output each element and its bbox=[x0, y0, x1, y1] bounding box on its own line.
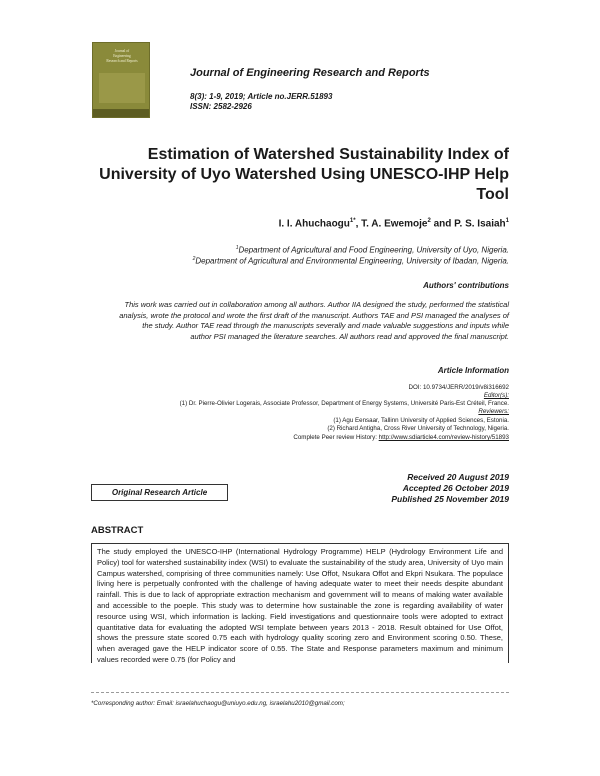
peer-review-link[interactable]: http://www.sdiarticle4.com/review-history/51893 bbox=[378, 434, 509, 441]
cover-title-line-3: Research and Reports bbox=[106, 59, 138, 63]
affiliation-marker: 2 bbox=[192, 256, 196, 262]
author-name: I. I. Ahuchaogu bbox=[278, 218, 350, 230]
peer-review-prefix: Complete Peer review History: bbox=[293, 434, 379, 441]
editor-entry: (1) Dr. Pierre-Olivier Logerais, Associate Professor, Department of Energy Systems, Université Paris-Est Créteil, France. bbox=[179, 400, 509, 407]
cover-title-line-2: Engineering bbox=[113, 54, 131, 58]
author-separator: , bbox=[355, 218, 362, 230]
journal-name: Journal of Engineering Research and Reports bbox=[190, 67, 430, 79]
journal-issue: 8(3): 1-9, 2019; Article no.JERR.51893 bbox=[190, 92, 333, 101]
reviewer-entry: (2) Richard Antigha, Cross River University of Technology, Nigeria. bbox=[327, 425, 509, 432]
cover-graphic bbox=[99, 73, 145, 103]
affiliation-2 bbox=[193, 256, 509, 266]
author-affiliation-marker: 1 bbox=[505, 218, 509, 224]
footnote-divider bbox=[91, 692, 509, 693]
abstract-box bbox=[91, 543, 509, 663]
published-date: Published 25 November 2019 bbox=[391, 494, 509, 504]
abstract-heading: ABSTRACT bbox=[91, 525, 144, 536]
accepted-date: Accepted 26 October 2019 bbox=[402, 483, 509, 493]
contributions-text: This work was carried out in collaboration among all authors. Author IIA designed the study, performed the statistical analysis, wrote the protocol and wrote the first draft of the manuscript. Authors TAE and PSI managed the analyses of the study. Author TAE read through the manuscripts severally and made valuable suggestions and inputs while author PSI managed the literature searches. All authors read and approved the final manuscript. bbox=[119, 300, 509, 341]
affiliation-marker: 1 bbox=[235, 245, 239, 251]
author-affiliation-marker: 1* bbox=[349, 218, 356, 224]
article-info-heading: Article Information bbox=[437, 366, 509, 375]
author-separator: and bbox=[430, 218, 455, 230]
affiliation-1 bbox=[236, 245, 509, 255]
author-affiliation-marker: 2 bbox=[427, 218, 431, 224]
author-name: T. A. Ewemoje bbox=[361, 218, 428, 230]
cover-title bbox=[97, 49, 147, 64]
corresponding-author-footnote: *Corresponding author: Email: israelahuchaogu@uniuyo.edu.ng, israelahu2010@gmail.com; bbox=[91, 700, 345, 707]
author-name: P. S. Isaiah bbox=[454, 218, 506, 230]
editor-label: Editor(s): bbox=[483, 392, 509, 399]
journal-cover-thumbnail bbox=[92, 42, 150, 118]
abstract-text: The study employed the UNESCO-IHP (International Hydrology Programme) HELP (Hydrology Environment Life and Policy) tool for watershed sustainability index (WSI) to evaluate the sustainability of the study area, University of Uyo main Campus watershed, comprising of three communities namely: Use Offot, Nsukara Offot and Ekpri Nsukara. The populace living here is perpetually confronted with the challenge of having adequate water to meet their needs despite abundant rainfall. This is due to lack of appropriate extraction mechanism and government will to means of making water available and accessible to the poeple. This study was to determine how sustainable the zone is regarding availability of water resource using WSI, which information is lacking. Field investigations and questionnaire tools were adopted to extract quantitative data for evaluating the adopted WSI template between years 2013 - 2018. Result obtained for Use Offot, shows the pressure state scored 0.75 each with hydrology quality scoring zero and Environment scoring 0.50. These, when averaged gave the HELP indicator score of 0.55. The State and Response parameters maximum and minimum values recorded were 0.75 (for Policy and bbox=[97, 547, 503, 663]
contributions-heading: Authors' contributions bbox=[423, 281, 509, 290]
journal-issn: ISSN: 2582-2926 bbox=[190, 102, 252, 111]
article-title: Estimation of Watershed Sustainability Index of University of Uyo Watershed Using UNESCO-IHP Help Tool bbox=[99, 146, 509, 203]
reviewers-label: Reviewers: bbox=[478, 408, 509, 415]
affiliation-text: Department of Agricultural and Environmental Engineering, University of Ibadan, Nigeria. bbox=[195, 256, 509, 266]
author-list bbox=[279, 218, 509, 229]
cover-footer-band bbox=[93, 109, 149, 117]
doi: DOI: 10.9734/JERR/2019/v8i316692 bbox=[408, 384, 509, 391]
peer-review-history bbox=[293, 434, 509, 442]
received-date: Received 20 August 2019 bbox=[407, 472, 509, 482]
reviewer-entry: (1) Agu Eensaar, Tallinn University of Applied Sciences, Estonia. bbox=[333, 417, 509, 424]
affiliation-text: Department of Agricultural and Food Engineering, University of Uyo, Nigeria. bbox=[238, 245, 509, 255]
cover-title-line-1: Journal of bbox=[114, 49, 130, 53]
article-type-badge: Original Research Article bbox=[91, 484, 228, 501]
